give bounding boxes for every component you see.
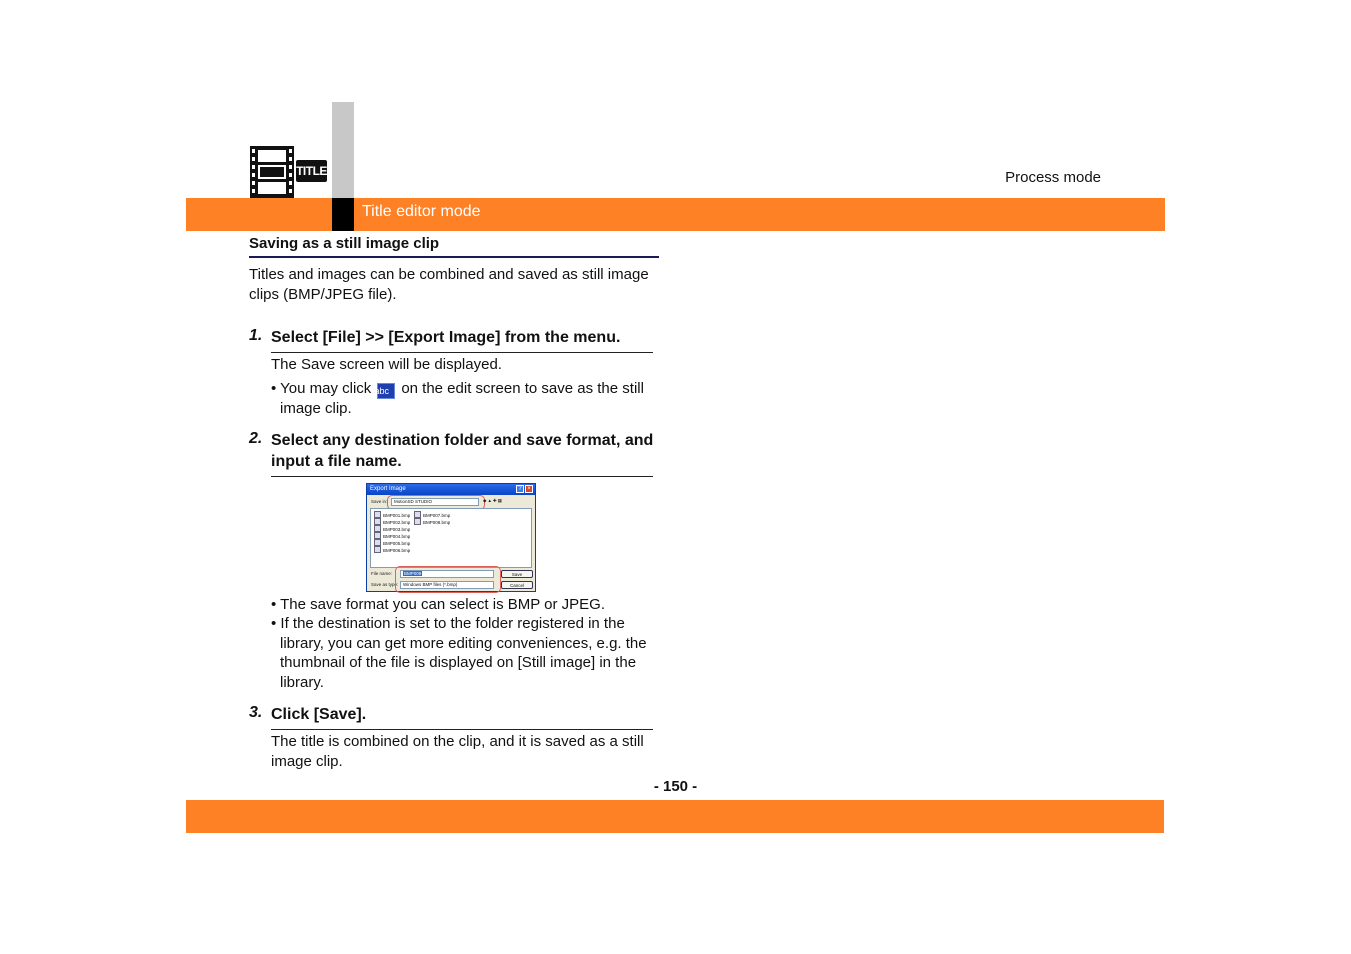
page-number: - 150 - [653, 778, 698, 795]
file-item[interactable]: BMP008.bmp [414, 518, 450, 526]
save-button[interactable]: Save [501, 570, 533, 578]
file-item[interactable]: BMP002.bmp [374, 518, 410, 526]
step-2-bullet-library: • If the destination is set to the folder registered in the library, you can get more editing conveniences, e.g. the thumbnail of the file is displayed on [Still image] in the library. [271, 615, 647, 691]
abc-save-icon: abc [377, 383, 395, 399]
header-black-tab [332, 198, 354, 231]
file-item[interactable]: BMP003.bmp [374, 525, 410, 533]
save-type-select[interactable]: Windows BMP files (*.bmp) [400, 581, 494, 589]
step-1-bullet [271, 379, 664, 419]
step-3-heading: Click [Save]. [271, 706, 367, 723]
file-item[interactable]: BMP005.bmp [374, 539, 410, 547]
export-image-dialog [366, 483, 536, 592]
heading-rule [249, 256, 659, 258]
step-3-rule [271, 729, 653, 730]
step-2-bullet-format: • The save format you can select is BMP or JPEG. [271, 596, 605, 613]
intro-text: Titles and images can be combined and saved as still image clips (BMP/JPEG file). [249, 266, 649, 303]
step-2-number: 2. [249, 430, 263, 447]
section-title: Title editor mode [362, 203, 481, 220]
step-2-heading: Select any destination folder and save format, and input a file name. [271, 432, 654, 470]
dialog-title: Export Image [370, 486, 406, 492]
save-type-label: Save as type: [371, 582, 399, 587]
section-heading: Saving as a still image clip [249, 235, 440, 252]
file-item[interactable]: BMP004.bmp [374, 532, 410, 540]
file-item[interactable]: BMP001.bmp [374, 511, 410, 519]
step-3-number: 3. [249, 704, 263, 721]
close-icon[interactable]: × [525, 485, 533, 493]
step-1-bullet-before: • You may click [271, 380, 372, 397]
save-in-label: Save in: [371, 499, 388, 504]
help-icon[interactable]: ? [516, 485, 524, 493]
film-strip-icon [250, 146, 294, 198]
step-2-rule [271, 476, 653, 477]
title-badge: TITLE [296, 160, 327, 182]
footer-orange-band [186, 800, 1164, 833]
file-item[interactable]: BMP007.bmp [414, 511, 450, 519]
cancel-button[interactable]: Cancel [501, 581, 533, 589]
file-item[interactable]: BMP006.bmp [374, 546, 410, 554]
header-gray-bar [332, 102, 354, 198]
dialog-title-bar [367, 484, 535, 495]
file-name-label: File name: [371, 571, 393, 576]
step-3-body: The title is combined on the clip, and it is saved as a still image clip. [271, 733, 644, 770]
step-1-body: The Save screen will be displayed. [271, 356, 502, 373]
step-1-rule [271, 352, 653, 353]
file-list[interactable] [370, 508, 532, 568]
step-1-heading: Select [File] >> [Export Image] from the menu. [271, 329, 621, 346]
folder-toolbar-icons[interactable]: ◆▲✚▦ [483, 498, 503, 503]
process-mode-label: Process mode [1005, 169, 1101, 186]
filename-type-highlight [395, 566, 501, 593]
file-name-value: BMP009 [404, 571, 422, 576]
step-1-number: 1. [249, 327, 263, 344]
step-1-bullet-after: on the edit screen to save as the still image clip. [280, 380, 644, 417]
save-in-select[interactable]: MotionSD STUDIO [391, 498, 479, 506]
